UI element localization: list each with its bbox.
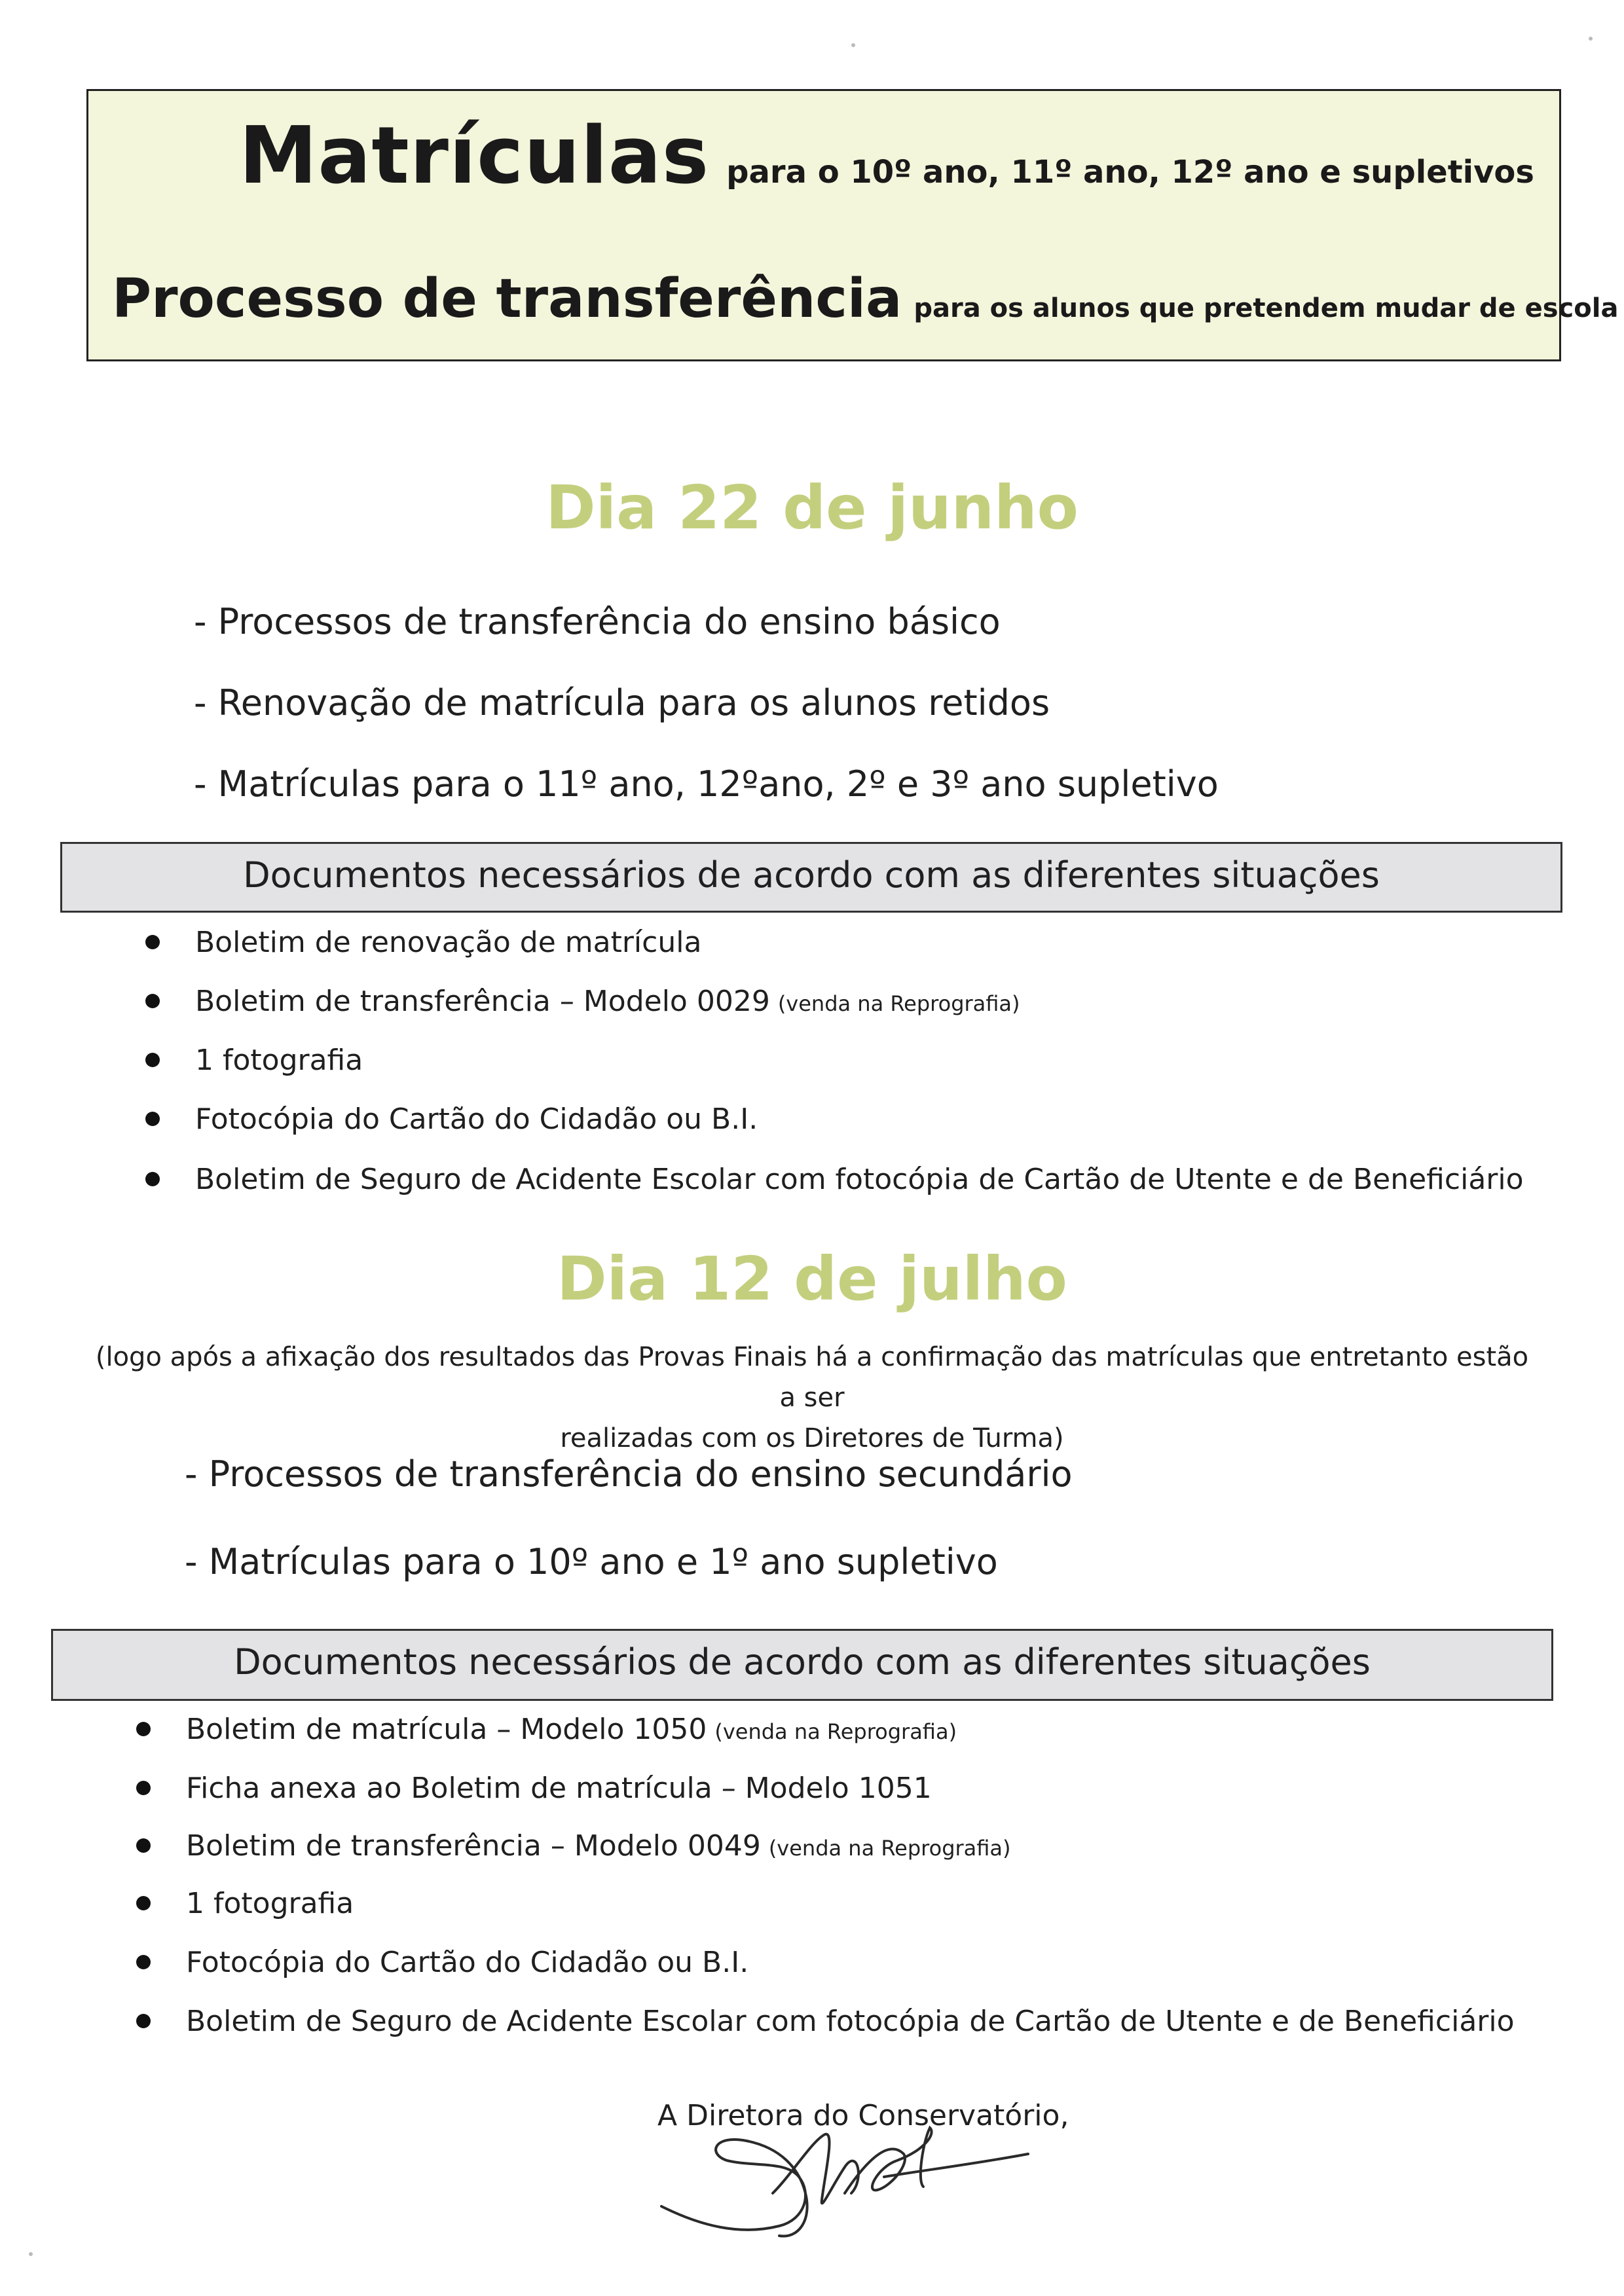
bullet-dot-icon: [136, 1896, 151, 1910]
header-title-line: [239, 111, 1534, 202]
list-item: - Matrículas para o 11º ano, 12ºano, 2º e 3º ano supletivo: [194, 763, 1219, 805]
list-item: - Matrículas para o 10º ano e 1º ano supletivo: [185, 1541, 998, 1582]
header-subtitle-line: [112, 268, 1618, 330]
scan-speck: [851, 43, 855, 47]
scan-speck: [29, 2252, 33, 2256]
document-label: Boletim de Seguro de Acidente Escolar com fotocópia de Cartão de Utente e de Beneficiário: [186, 2005, 1515, 2038]
bullet-dot-icon: [145, 994, 160, 1008]
document-label: Boletim de Seguro de Acidente Escolar com fotocópia de Cartão de Utente e de Beneficiário: [195, 1163, 1524, 1196]
document-note: (venda na Reprografia): [714, 1719, 957, 1744]
header-subtitle: Processo de transferência: [112, 268, 902, 330]
documents-banner: Documentos necessários de acordo com as diferentes situações: [51, 1629, 1553, 1701]
document-label: Boletim de transferência – Modelo 0049: [186, 1829, 761, 1863]
header-subtitle-detail: para os alunos que pretendem mudar de escola: [913, 293, 1619, 323]
bullet-dot-icon: [136, 1838, 151, 1853]
list-item: - Renovação de matrícula para os alunos retidos: [194, 682, 1050, 723]
scan-speck: [1589, 37, 1593, 41]
july-note: [92, 1337, 1532, 1459]
signoff-text: A Diretora do Conservatório,: [657, 2099, 1069, 2132]
document-label: Boletim de matrícula – Modelo 1050: [186, 1713, 707, 1746]
header-title: Matrículas: [239, 111, 710, 202]
document-note: (venda na Reprografia): [768, 1836, 1011, 1861]
bullet-dot-icon: [136, 2014, 151, 2028]
document-label: 1 fotografia: [186, 1887, 354, 1920]
document-note: (venda na Reprografia): [777, 991, 1020, 1016]
documents-banner: Documentos necessários de acordo com as diferentes situações: [60, 842, 1562, 913]
bullet-dot-icon: [136, 1781, 151, 1795]
document-label: Boletim de transferência – Modelo 0029: [195, 985, 770, 1018]
header-title-detail: para o 10º ano, 11º ano, 12º ano e supletivos: [726, 154, 1534, 191]
document-label: Fotocópia do Cartão do Cidadão ou B.I.: [186, 1946, 749, 1979]
date-heading-july: Dia 12 de julho: [557, 1244, 1067, 1314]
document-label: Fotocópia do Cartão do Cidadão ou B.I.: [195, 1102, 758, 1136]
list-item: - Processos de transferência do ensino secundário: [185, 1453, 1073, 1495]
bullet-dot-icon: [145, 1172, 160, 1186]
bullet-dot-icon: [145, 1053, 160, 1067]
document-label: 1 fotografia: [195, 1044, 363, 1077]
bullet-dot-icon: [145, 1112, 160, 1126]
bullet-dot-icon: [136, 1955, 151, 1969]
date-heading-june: Dia 22 de junho: [545, 473, 1079, 543]
july-note-line: realizadas com os Diretores de Turma): [560, 1423, 1064, 1453]
bullet-dot-icon: [145, 935, 160, 949]
header-box: [86, 89, 1619, 361]
list-item: - Processos de transferência do ensino básico: [194, 601, 1001, 642]
july-note-line: (logo após a afixação dos resultados das Provas Finais há a confirmação das matrículas que entretanto estão a ser: [95, 1342, 1529, 1413]
document-label: Ficha anexa ao Boletim de matrícula – Modelo 1051: [186, 1772, 932, 1805]
signature-icon: [648, 2115, 1054, 2246]
bullet-dot-icon: [136, 1722, 151, 1736]
document-label: Boletim de renovação de matrícula: [195, 926, 702, 959]
